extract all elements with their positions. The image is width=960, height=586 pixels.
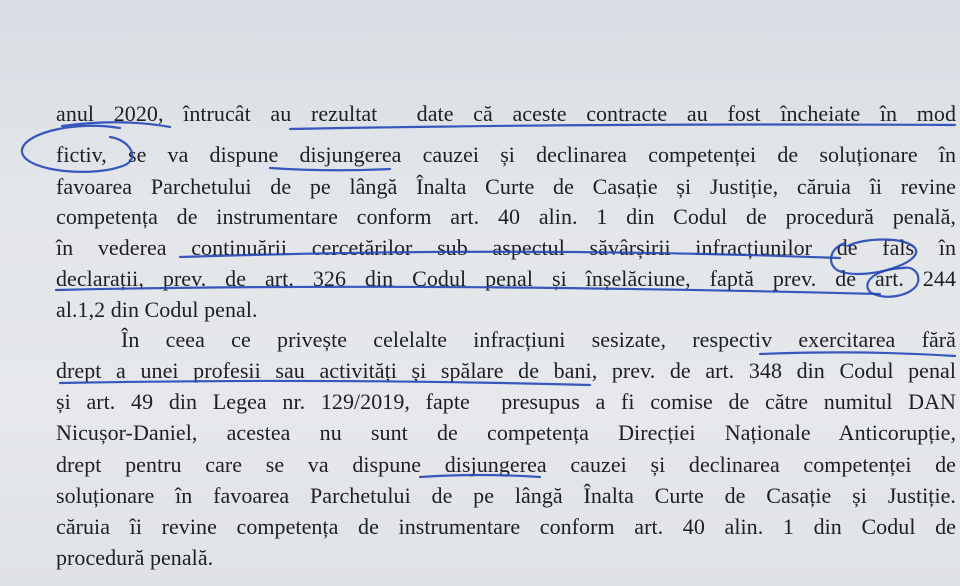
text-line-6: declarații, prev. de art. 326 din Codul penal și înșelăciune, faptă prev. de art. 244 [56,266,956,291]
text-line-4: competența de instrumentare conform art. 40 alin. 1 din Codul de procedură penală, [56,204,956,229]
text-line-1: anul 2020, întrucât au rezultat date că aceste contracte au fost încheiate în mod [56,101,956,126]
text-line-5: în vederea continuării cercetărilor sub aspectul săvârșirii infracțiunilor de fals în [56,235,956,260]
text-line-3: favoarea Parchetului de pe lângă Înalta Curte de Casație și Justiție, căruia îi revine [56,174,956,199]
text-line-15: procedură penală. [56,545,214,570]
text-line-9: drept a unei profesii sau activități și spălare de bani, prev. de art. 348 din Codul penal [56,358,956,383]
text-line-8: În ceea ce privește celelalte infracțiuni sesizate, respectiv exercitarea fără [121,327,956,352]
text-line-13: soluționare în favoarea Parchetului de pe lângă Înalta Curte de Casație și Justiție. [56,483,956,508]
text-line-10: și art. 49 din Legea nr. 129/2019, fapte presupus a fi comise de către numitul DAN [56,389,956,414]
text-line-7: al.1,2 din Codul penal. [56,297,258,322]
text-line-2: fictiv, se va dispune disjungerea cauzei și declinarea competenței de soluționare în [56,142,956,167]
underline-annotation [270,168,390,170]
text-line-12: drept pentru care se va dispune disjungerea cauzei și declinarea competenței de [56,452,956,477]
text-line-14: căruia îi revine competența de instrumentare conform art. 40 alin. 1 din Codul de [56,514,956,539]
text-line-11: Nicușor-Daniel, acestea nu sunt de competența Direcției Naționale Anticorupție, [56,420,956,445]
